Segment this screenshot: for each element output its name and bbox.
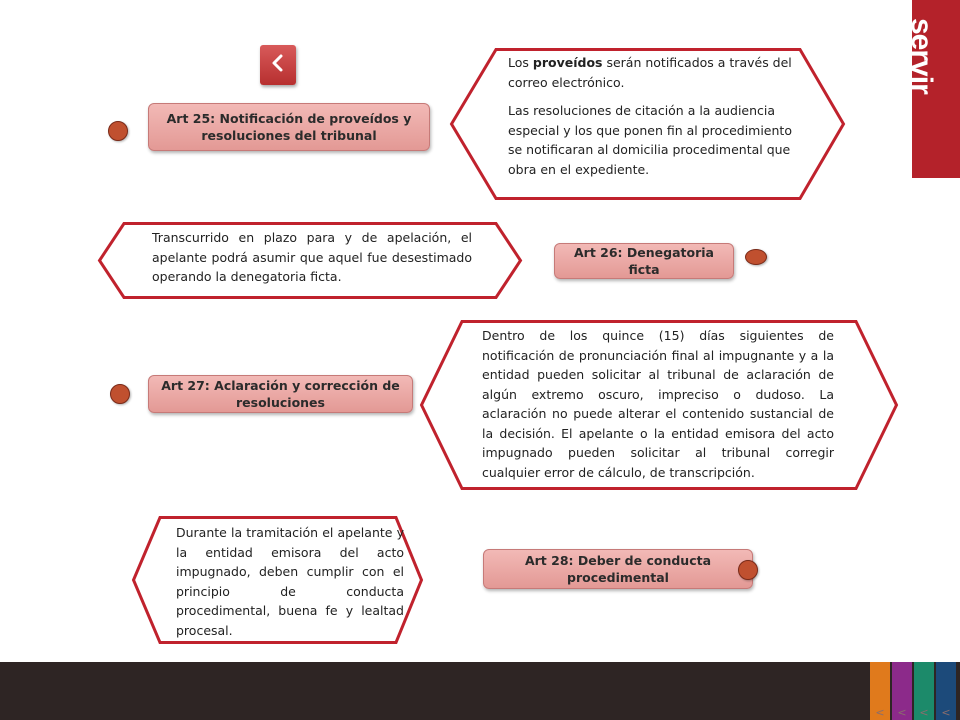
article-description-art28	[132, 516, 423, 644]
footer-stripe-purple[interactable]	[892, 662, 912, 720]
article-title-text: Art 25: Notificación de proveídos y resoluciones del tribunal	[166, 111, 412, 143]
chevron-left-icon: <	[941, 706, 951, 719]
description-paragraph: Dentro de los quince (15) días siguientes de notificación de pronunciación final al impugnante y a la entidad pueden solicitar al tribunal de aclaración de algún extremo oscuro, impreciso o dudoso. La aclaración no puede alterar el contenido sustancial de la decisión. El apelante o la entidad emisora del acto impugnado pueden solicitar al tribunal corregir cualquier error de cálculo, de transcripción.	[482, 328, 834, 480]
bullet-dot-art27	[110, 384, 130, 404]
chevron-left-icon: <	[897, 706, 907, 719]
brand-logo	[900, 0, 960, 178]
footer-stripe-green[interactable]	[914, 662, 934, 720]
description-paragraph: Transcurrido en plazo para y de apelación, el apelante podrá asumir que aquel fue desestimado operando la denegatoria ficta.	[152, 230, 472, 284]
back-button[interactable]	[260, 45, 296, 85]
article-title-art27[interactable]	[148, 375, 413, 413]
article-title-art28[interactable]	[483, 549, 753, 589]
footer-bar	[0, 662, 960, 720]
footer-stripe-orange[interactable]	[870, 662, 890, 720]
article-description-art25	[450, 48, 845, 200]
description-paragraph-1: Los proveídos serán notificados a través del correo electrónico.	[508, 55, 792, 90]
article-description-art26	[98, 222, 522, 299]
article-title-art26[interactable]	[554, 243, 734, 279]
article-title-text: Art 26: Denegatoria ficta	[574, 245, 714, 277]
chevron-left-icon: <	[875, 706, 885, 719]
article-title-art25[interactable]	[148, 103, 430, 151]
footer-stripe-blue[interactable]	[936, 662, 956, 720]
description-paragraph: Durante la tramitación el apelante y la entidad emisora del acto impugnado, deben cumplir con el principio de conducta procedimental, buena fe y lealtad procesal.	[176, 525, 404, 638]
bullet-dot-art28	[738, 560, 758, 580]
chevron-left-icon	[270, 53, 286, 77]
article-description-art27	[420, 320, 898, 490]
article-title-text: Art 27: Aclaración y corrección de resoluciones	[161, 378, 400, 410]
brand-tagline: HERRAMIENTA DEL PERÚ QUE CRECE	[900, 20, 906, 130]
chevron-left-icon: <	[919, 706, 929, 719]
bullet-dot-art26	[745, 249, 767, 265]
bullet-dot-art25	[108, 121, 128, 141]
brand-name: servir	[905, 18, 938, 94]
description-paragraph-2: Las resoluciones de citación a la audiencia especial y los que ponen fin al procedimiento se notificaran al domicilia procedimental que obra en el expediente.	[508, 103, 792, 177]
article-title-text: Art 28: Deber de conducta procedimental	[524, 553, 712, 585]
